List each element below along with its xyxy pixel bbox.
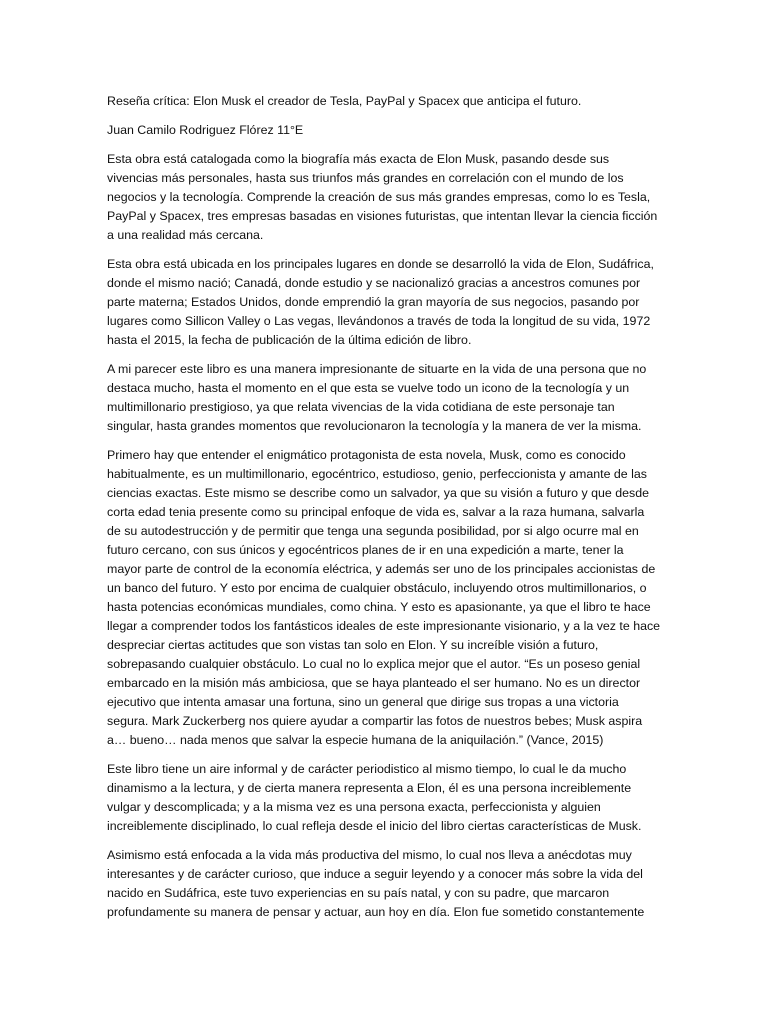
paragraph-2: Esta obra está ubicada en los principales lugares en donde se desarrolló la vida de Elon, Sudáfrica, donde el mismo nació; Canadá, donde estudio y se nacionalizó gracias a ancestros comunes por parte materna; Estados Unidos, donde emprendió la gran mayoría de sus negocios, pasando por lugares como Sillicon Valley o Las vegas, llevándonos a través de toda la longitud de su vida, 1972 hasta el 2015, la fecha de publicación de la última edición de libro. bbox=[107, 257, 654, 347]
paragraph-6: Asimismo está enfocada a la vida más productiva del mismo, lo cual nos lleva a anécdotas muy interesantes y de carácter curioso, que induce a seguir leyendo y a conocer más sobre la vida del nacido en Sudáfrica, este tuvo experiencias en su país natal, y con su padre, que marcaron profundamente su manera de pensar y actuar, aun hoy en día. Elon fue sometido constantemente bbox=[107, 848, 645, 919]
paragraph-5: Este libro tiene un aire informal y de carácter periodistico al mismo tiempo, lo cual le da mucho dinamismo a la lectura, y de cierta manera representa a Elon, él es una persona increiblemente vulgar y descomplicada; y a la misma vez es una persona exacta, perfeccionista y alguien increiblemente disciplinado, lo cual refleja desde el inicio del libro ciertas características de Musk. bbox=[107, 762, 642, 833]
paragraph-1: Esta obra está catalogada como la biografía más exacta de Elon Musk, pasando desde sus vivencias más personales, hasta sus triunfos más grandes en correlación con el mundo de los negocios y la tecnología. Comprende la creación de sus más grandes empresas, como lo es Tesla, PayPal y Spacex, tres empresas basadas en visiones futuristas, que intentan llevar la ciencia ficción a una realidad más cercana. bbox=[107, 152, 658, 242]
paragraph-4: Primero hay que entender el enigmático protagonista de esta novela, Musk, como es conocido habitualmente, es un multimillonario, egocéntrico, estudioso, genio, perfeccionista y amante de las ciencias exactas. Este mismo se describe como un salvador, ya que su visión a futuro y que desde corta edad tenia presente como su principal enfoque de vida es, salvar a la raza humana, salvarla de su autodestrucción y de permitir que tenga una segunda posibilidad, por si algo ocurre mal en futuro cercano, con sus únicos y egocéntricos planes de ir en una expedición a marte, tener la mayor parte de control de la economía eléctrica, y además ser uno de los principales accionistas de un banco del futuro. Y esto por encima de cualquier obstáculo, incluyendo otros multimillonarios, o hasta potencias económicas mundiales, como china. Y esto es apasionante, ya que el libro te hace llegar a comprender todos los fantásticos ideales de este impresionante visionario, y a la vez te hace despreciar ciertas actitudes que son vistas tan solo en Elon. Y su increíble visión a futuro, sobrepasando cualquier obstáculo. Lo cual no lo explica mejor que el autor. “Es un poseso genial embarcado en la misión más ambiciosa, que se haya planteado el ser humano. No es un director ejecutivo que intenta amasar una fortuna, sino un general que dirige sus tropas a una victoria segura. Mark Zuckerberg nos quiere ayudar a compartir las fotos de nuestros bebes; Musk aspira a… bueno… nada menos que salvar la especie humana de la aniquilación.” (Vance, 2015) bbox=[107, 448, 661, 747]
paragraph-3: A mi parecer este libro es una manera impresionante de situarte en la vida de una persona que no destaca mucho, hasta el momento en el que esta se vuelve todo un icono de la tecnología y un multimillonario prestigioso, ya que relata vivencias de la vida cotidiana de este personaje tan singular, hasta grandes momentos que revolucionaron la tecnología y la manera de ver la misma. bbox=[107, 362, 647, 433]
document-page bbox=[107, 92, 661, 932]
document-title: Reseña crítica: Elon Musk el creador de Tesla, PayPal y Spacex que anticipa el futuro. bbox=[107, 94, 582, 108]
document-author: Juan Camilo Rodriguez Flórez 11°E bbox=[107, 123, 304, 137]
